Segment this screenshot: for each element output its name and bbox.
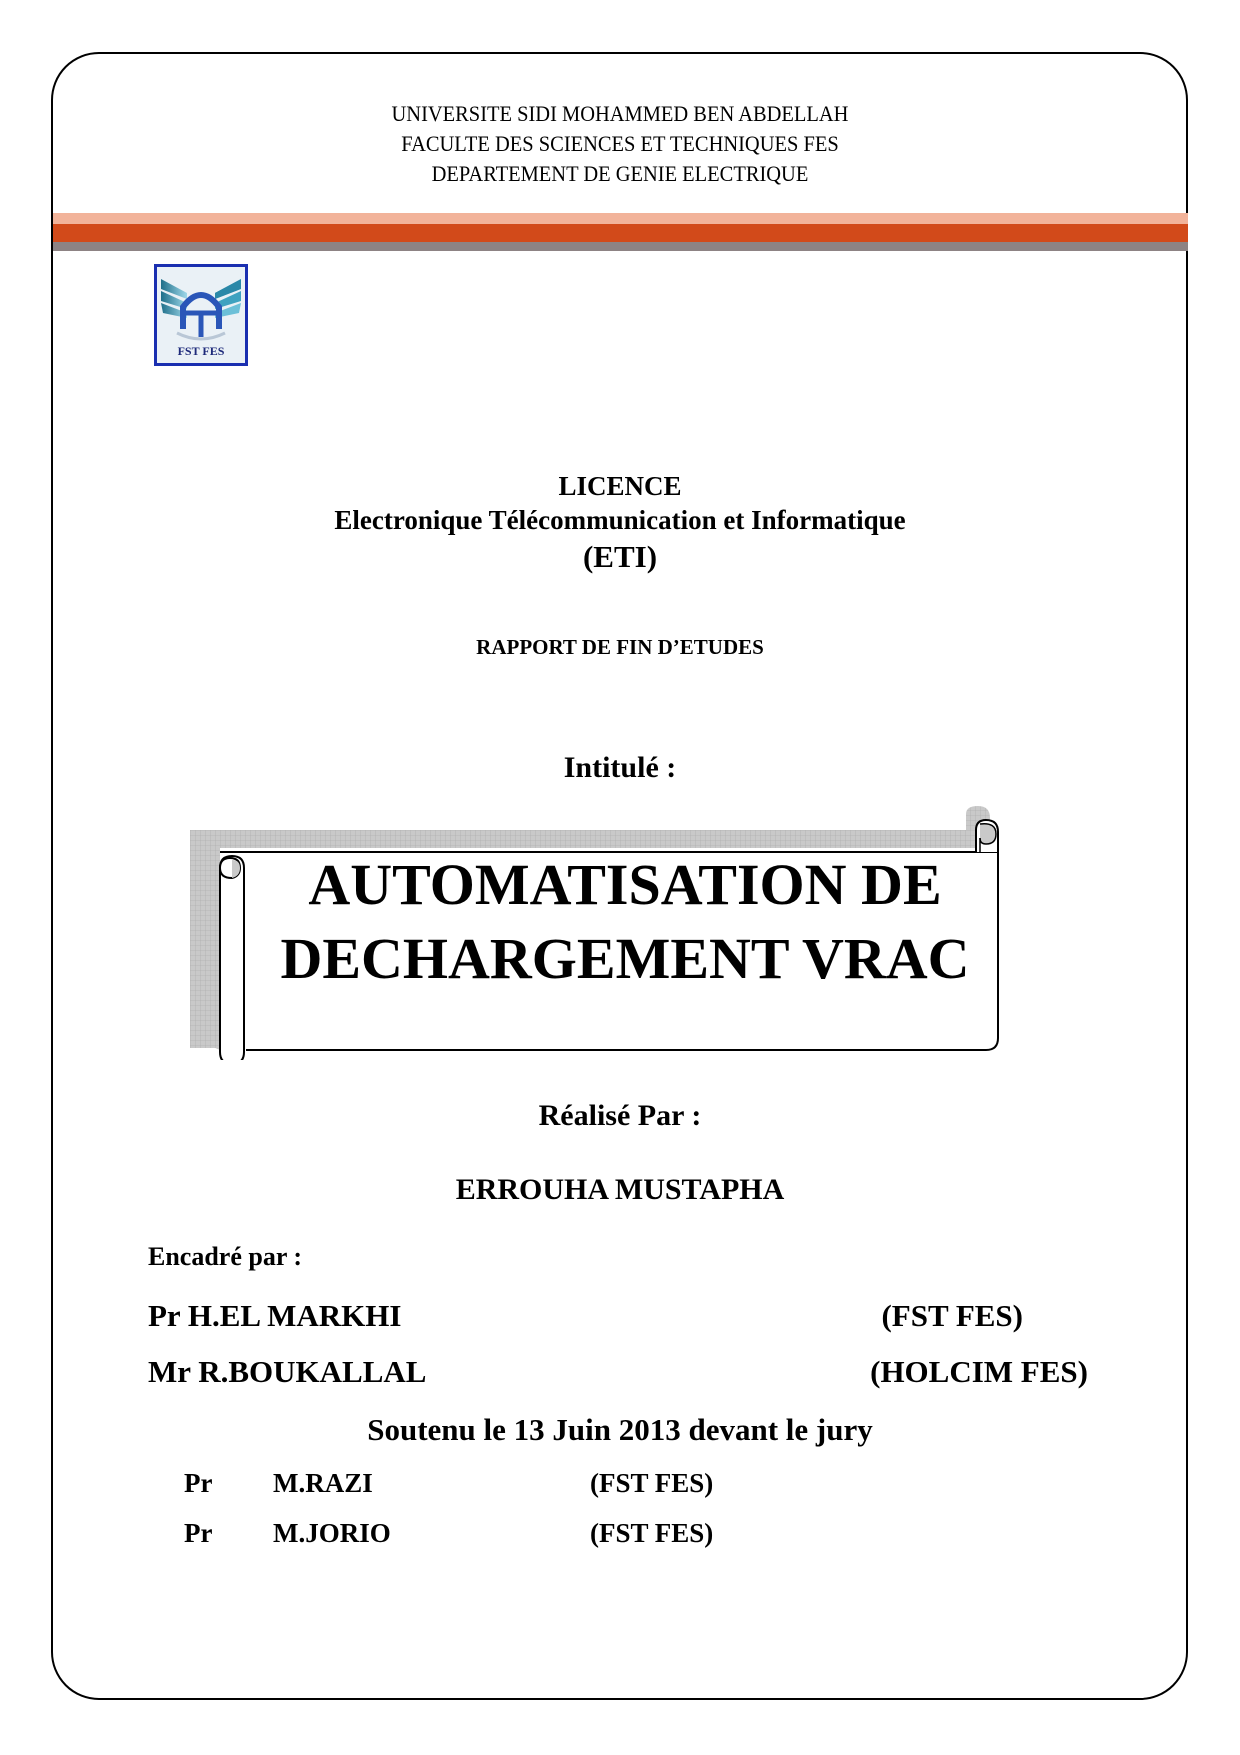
jury-org: (FST FES) [590,1518,714,1548]
title-scroll-banner [190,800,1020,1060]
header-stripe-gray [53,242,1188,251]
degree-programme: Electronique Télécommunication et Informatique [334,505,906,535]
jury-title: Pr [184,1468,213,1498]
supervisor-org: (FST FES) [881,1298,1023,1333]
jury-org: (FST FES) [590,1468,714,1498]
degree-abbreviation: (ETI) [582,539,658,574]
report-title [242,848,1008,996]
supervisor-name: Pr H.EL MARKHI [148,1298,402,1333]
report-title-line2: DECHARGEMENT VRAC [280,926,970,991]
jury-name: M.JORIO [273,1518,391,1548]
supervisor-name: Mr R.BOUKALLAL [148,1354,427,1389]
author-label: Réalisé Par : [538,1099,702,1132]
report-type: RAPPORT DE FIN D’ETUDES [476,635,764,659]
faculty-name: FACULTE DES SCIENCES ET TECHNIQUES FES [401,131,839,156]
university-name: UNIVERSITE SIDI MOHAMMED BEN ABDELLAH [391,101,849,126]
degree-level: LICENCE [558,471,682,501]
department-name: DEPARTEMENT DE GENIE ELECTRIQUE [431,161,809,186]
supervisor-org: (HOLCIM FES) [870,1354,1088,1389]
jury-name: M.RAZI [273,1468,373,1498]
header-stripe-orange [53,224,1188,242]
author-name: ERROUHA MUSTAPHA [455,1173,785,1206]
institution-header [0,99,1240,189]
defense-statement: Soutenu le 13 Juin 2013 devant le jury [367,1412,873,1447]
jury-title: Pr [184,1518,213,1548]
title-label: Intitulé : [563,751,677,784]
supervisors-label: Encadré par : [148,1242,303,1271]
report-title-line1: AUTOMATISATION DE [308,852,942,917]
fst-fes-logo [154,264,248,366]
logo-caption: FST FES [177,344,225,358]
header-stripe-light [53,213,1188,224]
